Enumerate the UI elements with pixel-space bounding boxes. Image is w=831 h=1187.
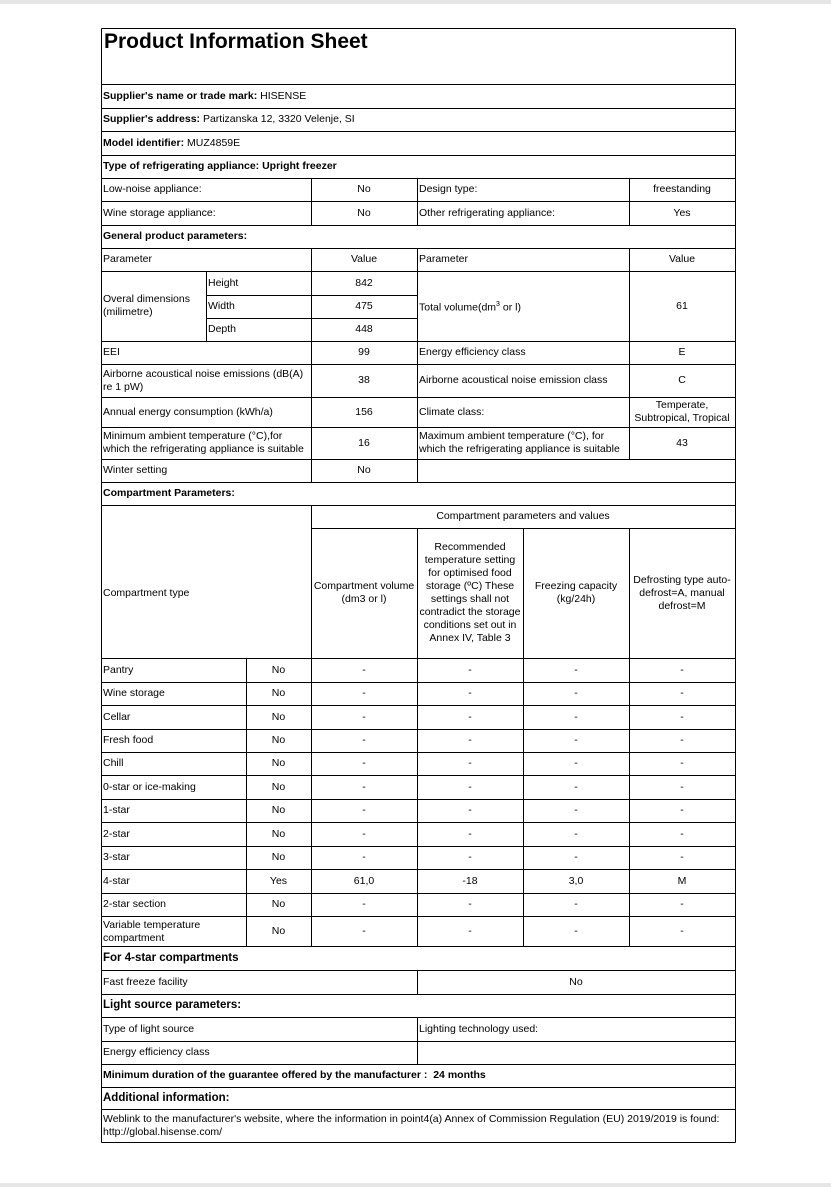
width-value: 475 [355,300,373,312]
height-value: 842 [355,276,373,289]
compartment-group-header: Compartment parameters and values [436,510,610,522]
appliance-type: Type of refrigerating appliance: Upright freezer [103,160,337,172]
compartment-temperature: - [468,925,472,937]
compartment-defrost: - [680,804,684,816]
compartment-volume: - [362,827,366,840]
compartment-temperature: - [468,827,472,840]
compartment-present: No [271,780,286,793]
total-volume-label-sup: 3 [496,300,500,308]
compartment-temperature: -18 [462,874,478,887]
compartment-freezing: - [574,898,578,910]
compartment-name: 1-star [103,804,130,816]
compartment-name: Fresh food [103,734,154,746]
compartment-volume: - [362,757,366,769]
compartment-name: 2-star section [103,898,167,910]
total-volume-label-pre: Total volume(dm [419,301,497,314]
compartment-volume: - [362,780,366,793]
winter-value: No [357,464,371,476]
wine-storage-appliance-value: No [357,206,371,219]
compartment-present: No [271,827,286,840]
annual-energy-value: 156 [355,405,373,418]
fast-freeze-label: Fast freeze facility [103,975,188,988]
compartment-name: 0-star or ice-making [103,780,196,793]
fast-freeze-value: No [569,975,583,988]
width-label: Width [208,300,235,312]
compartment-defrost: - [680,663,684,676]
height-label: Height [208,276,239,289]
compartment-volume: 61,0 [353,874,375,887]
noise-label: Airborne acoustical noise emissions (dB(A) re 1 pW) [103,367,304,393]
eei-value: 99 [358,346,370,358]
compartment-freezing: - [574,780,578,793]
compartment-temperature: - [468,687,472,699]
compartment-present: No [271,757,286,769]
compartment-defrost: M [677,874,687,887]
lighting-tech-label: Lighting technology used: [419,1022,539,1035]
compartment-volume: - [362,851,366,863]
supplier-value: HISENSE [260,90,307,102]
compartment-volume: - [362,710,366,723]
compartment-freezing: 3,0 [568,874,584,887]
compartment-temperature: - [468,804,472,816]
compartment-name: Chill [103,757,124,769]
compartment-defrost: - [680,827,684,840]
parameter-header-left: Parameter [103,253,153,265]
other-refrigerating-label: Other refrigerating appliance: [419,206,555,219]
weblink-value: Weblink to the manufacturer's website, where the information in point4(a) Annex of Commission Regulation (EU) 2019/2019 is found: http://global.hisense.com/ [103,1113,720,1138]
total-volume-label-post: or l) [499,301,521,314]
max-temp-value: 43 [676,436,688,449]
model-value: MUZ4859E [187,136,241,149]
model-label: Model identifier: [103,136,185,149]
depth-label: Depth [208,323,237,335]
compartment-freezing: - [574,925,578,937]
compartment-name: Cellar [103,710,131,723]
compartment-freezing: - [574,757,578,769]
compartment-temperature: - [468,734,472,746]
supplier-label: Supplier's name or trade mark: [103,90,258,102]
compartment-present: No [271,734,286,746]
light-source-header: Light source parameters: [103,999,242,1011]
light-type-label: Type of light source [103,1022,195,1035]
depth-value: 448 [355,323,373,335]
compartment-volume: - [362,925,366,937]
compartment-temperature-header: Recommended temperature setting for optimised food storage (ºC) These settings shall not contradict the storage conditions set out in Annex IV, Table 3 [419,541,521,644]
compartment-name: 3-star [103,851,130,863]
guarantee-value: 24 months [433,1069,486,1081]
max-temp-label: Maximum ambient temperature (°C), for which the refrigerating appliance is suitable [419,430,620,455]
design-type-label: Design type: [419,183,478,195]
value-header-right: Value [668,253,696,265]
compartment-volume-header: Compartment volume (dm3 or l) [313,580,415,605]
light-energy-class-label: Energy efficiency class [103,1046,210,1058]
other-refrigerating-value: Yes [673,206,691,219]
compartment-present: No [271,687,286,699]
compartment-freezing: - [574,710,578,723]
dimensions-label: Overal dimensions (milimetre) [103,293,190,318]
total-volume-value: 61 [676,299,688,312]
compartment-defrost: - [680,898,684,910]
noise-value: 38 [358,374,370,386]
climate-label: Climate class: [419,405,485,418]
compartment-present: No [271,898,286,910]
wine-storage-appliance-label: Wine storage appliance: [103,206,216,219]
compartment-present: No [271,851,286,863]
energy-class-value: E [678,346,686,358]
annual-energy-label: Annual energy consumption (kWh/a) [103,405,273,418]
compartment-defrost: - [680,925,684,937]
address-value: Partizanska 12, 3320 Velenje, SI [202,113,355,125]
compartment-temperature: - [468,663,472,676]
address-label: Supplier's address: [103,113,201,125]
compartment-freezing: - [574,687,578,699]
compartment-volume: - [362,804,366,816]
compartment-freezing: - [574,804,578,816]
compartment-temperature: - [468,898,472,910]
compartment-freezing: - [574,827,578,840]
compartment-defrost: - [680,687,684,699]
compartment-defrost: - [680,851,684,863]
compartment-freezing-header: Freezing capacity (kg/24h) [534,580,618,605]
low-noise-value: No [357,183,371,195]
compartment-defrost-header: Defrosting type auto-defrost=A, manual defrost=M [633,573,731,612]
eei-label: EEI [103,346,120,358]
four-star-header: For 4-star compartments [103,952,239,964]
additional-info-header: Additional information: [103,1091,230,1104]
compartment-name: Pantry [103,663,134,676]
design-type-value: freestanding [653,183,711,195]
compartment-freezing: - [574,663,578,676]
compartment-parameters-header: Compartment Parameters: [103,487,235,499]
compartment-name: Variable temperature compartment [103,918,201,944]
compartment-name: 2-star [103,827,130,840]
compartment-freezing: - [574,851,578,863]
compartment-present: No [271,663,286,676]
low-noise-label: Low-noise appliance: [103,183,202,195]
compartment-temperature: - [468,757,472,769]
min-temp-label: Minimum ambient temperature (°C),for which the refrigerating appliance is suitable [103,430,304,455]
compartment-freezing: - [574,734,578,746]
compartment-type-header: Compartment type [103,586,190,599]
compartment-present: No [271,804,286,816]
compartment-volume: - [362,687,366,699]
energy-class-label: Energy efficiency class [419,346,526,358]
compartment-defrost: - [680,710,684,723]
compartment-volume: - [362,898,366,910]
compartment-present: No [271,925,286,937]
compartment-temperature: - [468,780,472,793]
compartment-name: 4-star [103,874,130,887]
climate-value: Temperate, Subtropical, Tropical [634,399,730,424]
compartment-present: No [271,710,286,723]
compartment-temperature: - [468,710,472,723]
general-parameters-header: General product parameters: [103,230,248,242]
compartment-temperature: - [468,851,472,863]
compartment-defrost: - [680,757,684,769]
noise-class-label: Airborne acoustical noise emission class [419,374,608,386]
noise-class-value: C [678,374,686,386]
compartment-present: Yes [269,874,288,887]
compartment-defrost: - [680,734,684,746]
guarantee-label: Minimum duration of the guarantee offered by the manufacturer : [103,1069,428,1081]
page-title: Product Information Sheet [104,30,368,53]
compartment-volume: - [362,663,366,676]
compartment-volume: - [362,734,366,746]
compartment-defrost: - [680,780,684,793]
winter-label: Winter setting [103,464,168,476]
parameter-header-right: Parameter [419,253,469,265]
min-temp-value: 16 [358,436,370,449]
compartment-name: Wine storage [103,687,165,699]
value-header-left: Value [350,253,378,265]
